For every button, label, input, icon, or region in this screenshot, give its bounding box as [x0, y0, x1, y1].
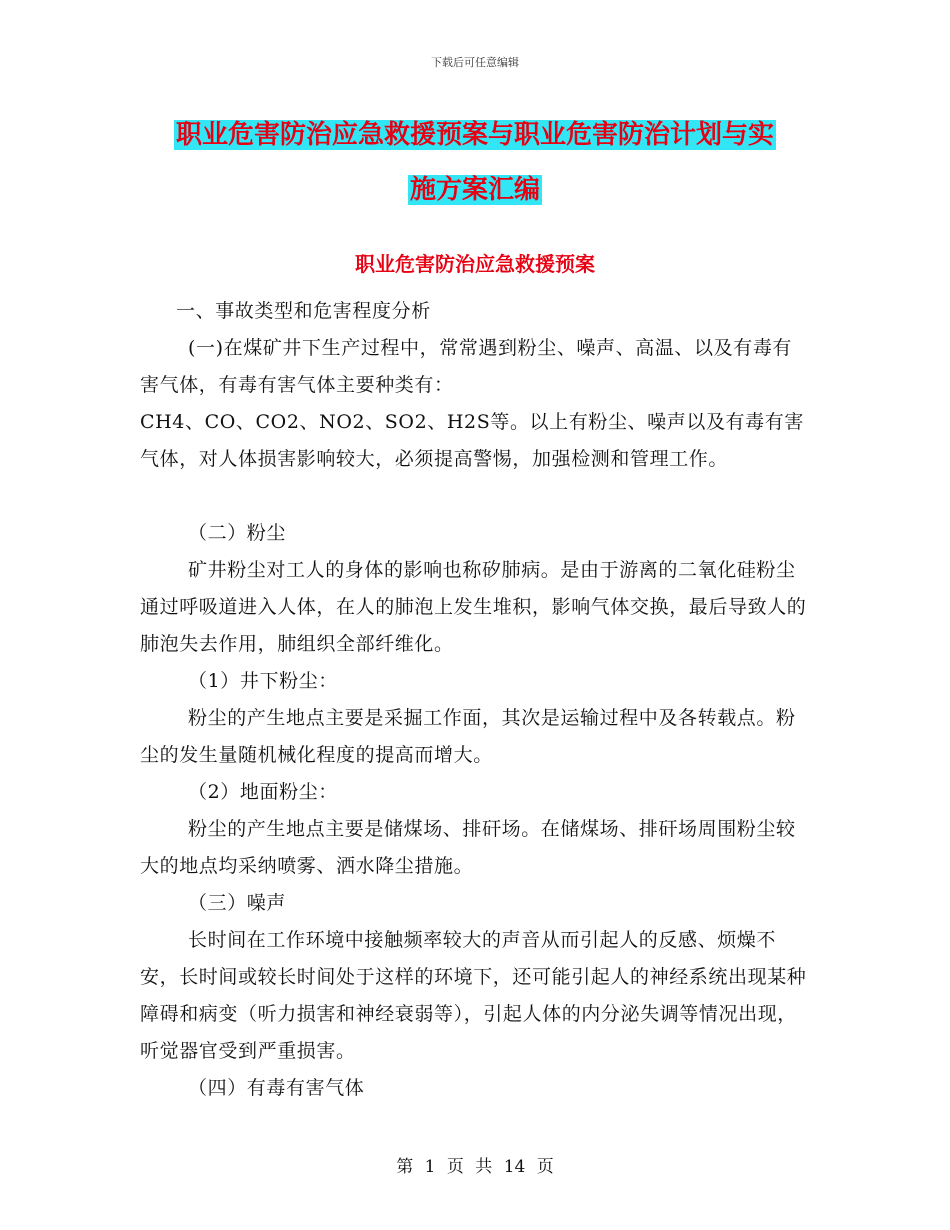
heading-toxic-gas: （四）有毒有害气体	[188, 1077, 365, 1099]
paragraph: 粉尘的产生地点主要是储煤场、排矸场。在储煤场、排矸场周围粉尘较大的地点均采纳喷雾、洒水降尘措施。	[140, 818, 796, 877]
header-note: 下载后可任意编辑	[431, 56, 519, 69]
document-title-line-1: 职业危害防治应急救援预案与职业危害防治计划与实	[175, 120, 774, 150]
paragraph: 长时间在工作环境中接触频率较大的声音从而引起人的反感、烦燥不安，长时间或较长时间处于这样的环境下，还可能引起人的神经系统出现某种障碍和病变（听力损害和神经衰弱等），引起人体的内分泌失调等情况出现，听觉器官受到严重损害。	[140, 929, 807, 1062]
subheading-underground-dust: （1）井下粉尘：	[188, 670, 338, 692]
heading-noise: （三）噪声	[188, 892, 287, 914]
subheading-ground-dust: （2）地面粉尘：	[188, 781, 338, 803]
paragraph: 粉尘的产生地点主要是采掘工作面，其次是运输过程中及各转载点。粉尘的发生量随机械化程度的提高而增大。	[140, 707, 796, 766]
document-title-line-2: 施方案汇编	[409, 175, 540, 205]
spacer	[140, 478, 810, 515]
paragraph: CH4、CO、CO2、NO2、SO2、H2S等。以上有粉尘、噪声以及有毒有害气体，对人体损害影响较大，必须提高警惕，加强检测和管理工作。	[140, 411, 804, 470]
paragraph: 矿井粉尘对工人的身体的影响也称矽肺病。是由于游离的二氧化硅粉尘通过呼吸道进入人体，在人的肺泡上发生堆积，影响气体交换，最后导致人的肺泡失去作用，肺组织全部纤维化。	[140, 559, 807, 655]
paragraph: (一)在煤矿井下生产过程中，常常遇到粉尘、噪声、高温、以及有毒有害气体，有毒有害气体主要种类有：	[140, 337, 793, 396]
document-title	[140, 108, 810, 218]
heading-dust: （二）粉尘	[188, 522, 287, 544]
page-footer: 第 1 页 共 14 页	[396, 1157, 554, 1177]
heading-accident-analysis: 一、事故类型和危害程度分析	[176, 300, 431, 322]
section-title: 职业危害防治应急救援预案	[355, 252, 595, 276]
document-body	[140, 293, 810, 1107]
